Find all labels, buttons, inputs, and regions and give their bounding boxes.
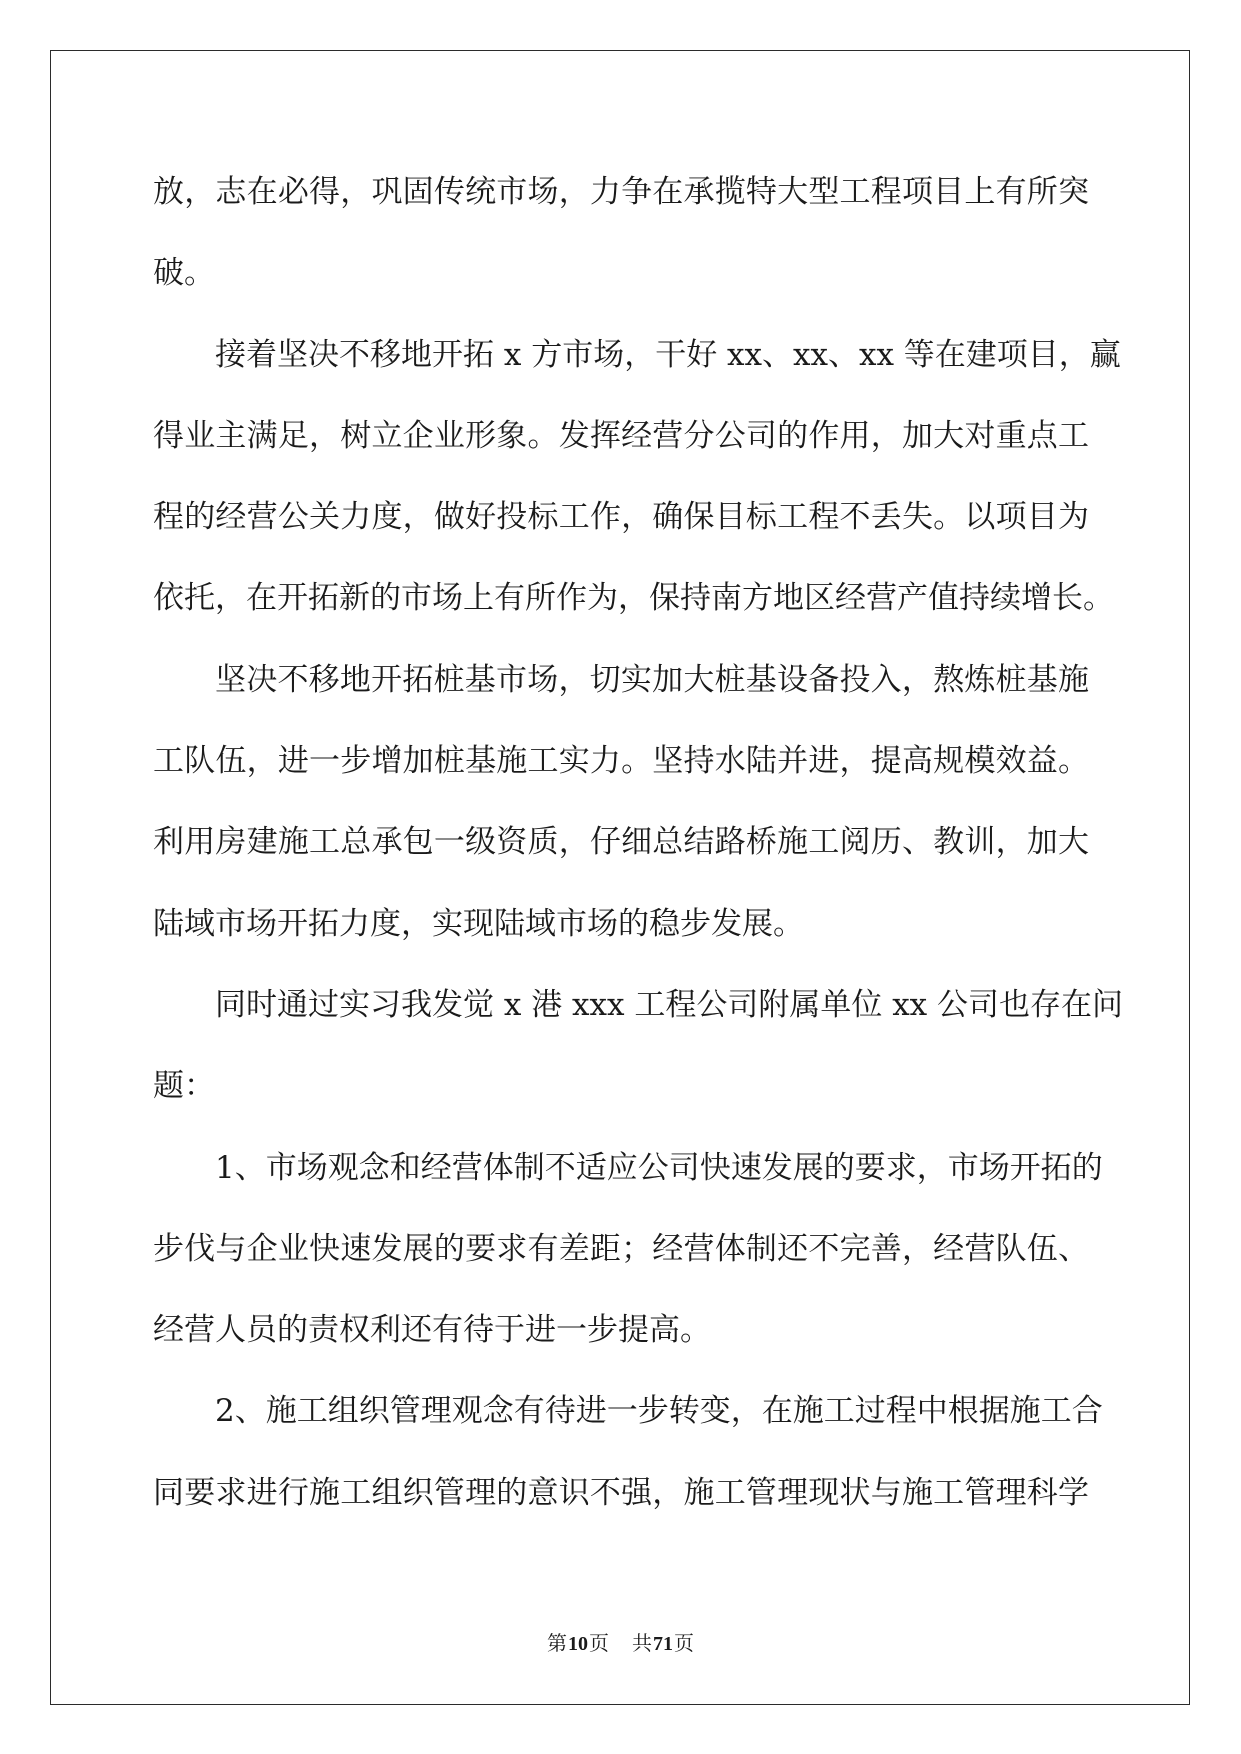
- page-suffix: 页: [589, 1633, 609, 1655]
- page-number-footer: [0, 1632, 1241, 1656]
- text-line: 程的经营公关力度，做好投标工作，确保目标工程不丢失。以项目为: [153, 499, 1089, 536]
- text-line: 利用房建施工总承包一级资质，仔细总结路桥施工阅历、教训，加大: [153, 824, 1089, 861]
- text-line: 接着坚决不移地开拓 x 方市场，干好 xx、xx、xx 等在建项目，赢: [215, 336, 1121, 373]
- text-line: 放，志在必得，巩固传统市场，力争在承揽特大型工程项目上有所突: [153, 174, 1089, 210]
- page-prefix: 第: [547, 1633, 567, 1655]
- total-prefix: 共: [632, 1633, 652, 1655]
- paragraph: [153, 1128, 1103, 1372]
- text-line: 经营人员的责权利还有待于进一步提高。: [153, 1312, 711, 1349]
- paragraph: [153, 152, 1089, 315]
- total-page-count: 71: [653, 1633, 673, 1655]
- document-body: [153, 152, 1124, 1534]
- text-line: 题：: [153, 1068, 215, 1105]
- text-line: 同要求进行施工组织管理的意识不强，施工管理现状与施工管理科学: [153, 1474, 1089, 1511]
- text-line: 陆域市场开拓力度，实现陆域市场的稳步发展。: [153, 905, 804, 942]
- paragraph: [153, 315, 1121, 640]
- text-line: 破。: [153, 255, 215, 292]
- total-suffix: 页: [674, 1633, 694, 1655]
- text-line: 1、市场观念和经营体制不适应公司快速发展的要求，市场开拓的: [215, 1149, 1103, 1186]
- paragraph: [153, 965, 1124, 1128]
- text-line: 得业主满足，树立企业形象。发挥经营分公司的作用，加大对重点工: [153, 417, 1089, 454]
- text-line: 工队伍，进一步增加桩基施工实力。坚持水陆并进，提高规模效益。: [153, 743, 1089, 780]
- page-indicator: [547, 1633, 614, 1655]
- text-line: 坚决不移地开拓桩基市场，切实加大桩基设备投入，熬炼桩基施: [215, 661, 1089, 698]
- text-line: 步伐与企业快速发展的要求有差距；经营体制还不完善，经营队伍、: [153, 1230, 1089, 1267]
- paragraph: [153, 640, 1089, 965]
- paragraph: [153, 1371, 1103, 1534]
- text-line: 2、施工组织管理观念有待进一步转变，在施工过程中根据施工合: [215, 1393, 1103, 1430]
- current-page-number: 10: [568, 1633, 588, 1655]
- text-line: 依托，在开拓新的市场上有所作为，保持南方地区经营产值持续增长。: [153, 580, 1114, 617]
- total-pages-indicator: [632, 1633, 694, 1655]
- text-line: 同时通过实习我发觉 x 港 xxx 工程公司附属单位 xx 公司也存在问: [215, 986, 1124, 1023]
